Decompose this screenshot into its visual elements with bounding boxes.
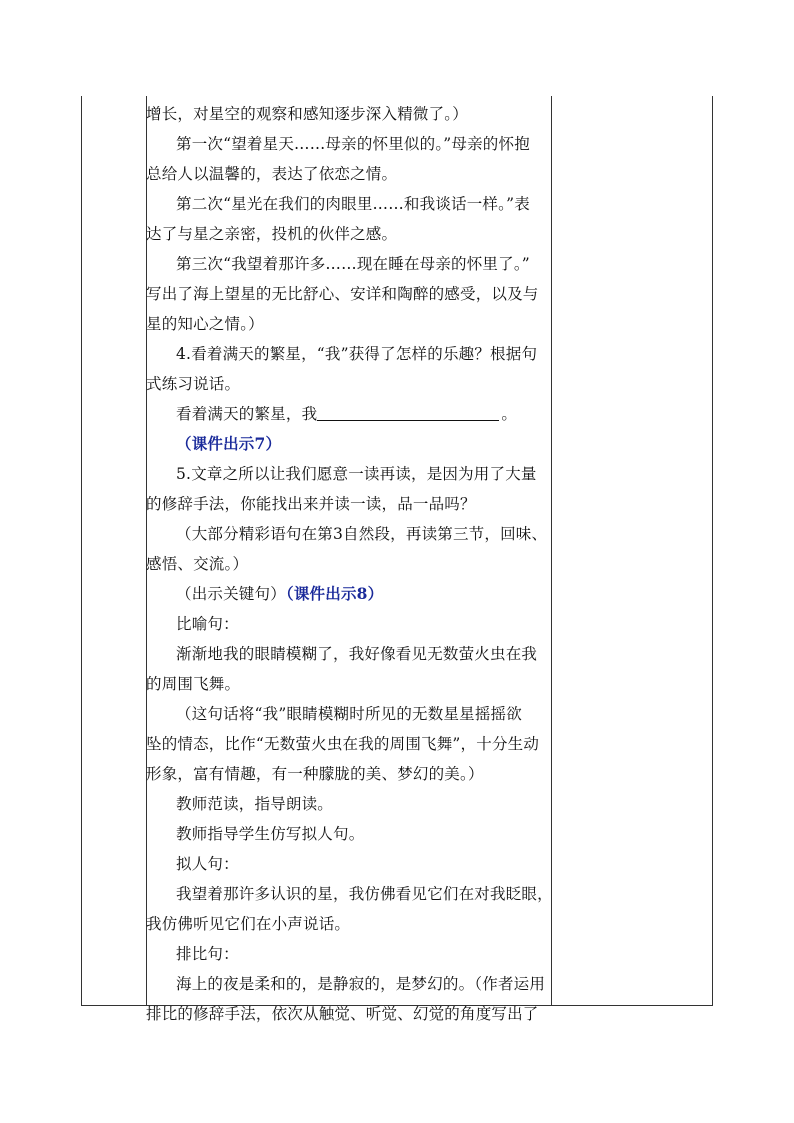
fill-in-prompt: 看着满天的繁星，我 — [176, 405, 318, 423]
analysis-line-3: 形象，富有情趣，有一种朦胧的美、梦幻的美。） — [146, 765, 484, 783]
analysis-line-2: 坠的情态，比作“无数萤火虫在我的周围飞舞”，十分生动 — [146, 735, 540, 753]
question-5-line-1: 5.文章之所以让我们愿意一读再读，是因为用了大量 — [176, 465, 537, 483]
text-line-7: 写出了海上望星的无比舒心、安详和陶醉的感受，以及与 — [146, 285, 539, 303]
text-line-8: 星的知心之情。） — [146, 315, 264, 333]
analysis-line-1: （这句话将“我”眼睛模糊时所见的无数星星摇摇欲 — [176, 705, 522, 723]
key-sentence-line — [146, 579, 552, 609]
text-line-5: 达了与星之亲密，投机的伙伴之感。 — [146, 225, 398, 243]
parallelism-line-1: 海上的夜是柔和的，是静寂的，是梦幻的。（作者运用 — [176, 975, 546, 993]
teacher-reading: 教师范读，指导朗读。 — [176, 795, 334, 813]
text-line-2: 第一次“望着星天……母亲的怀里似的。”母亲的怀抱 — [176, 135, 530, 153]
parallelism-line-2: 排比的修辞手法，依次从触觉、听觉、幻觉的角度写出了 — [146, 1005, 539, 1023]
fill-in-end: 。 — [501, 405, 518, 423]
personification-line-2: 我仿佛听见它们在小声说话。 — [146, 915, 351, 933]
question-5-line-2: 的修辞手法，你能找出来并读一读，品一品吗？ — [146, 495, 476, 513]
text-line-4: 第二次“星光在我们的肉眼里……和我谈话一样。”表 — [176, 195, 530, 213]
parallelism-heading: 排比句： — [176, 945, 239, 963]
hint-line-2: 感悟、交流。） — [146, 555, 249, 573]
personification-line-1: 我望着那许多认识的星，我仿佛看见它们在对我眨眼， — [176, 885, 553, 903]
hint-line-1: （大部分精彩语句在第3自然段，再读第三节，回味、 — [176, 525, 548, 543]
metaphor-line-2: 的周围飞舞。 — [146, 675, 241, 693]
lesson-content — [146, 97, 553, 1023]
teacher-guidance: 教师指导学生仿写拟人句。 — [176, 825, 365, 843]
question-4-line-2: 式练习说话。 — [146, 375, 241, 393]
courseware-note-7: （课件出示7） — [176, 434, 282, 453]
key-sentence-label: （出示关键句） — [176, 585, 286, 603]
courseware-note-8: （课件出示8） — [285, 584, 384, 603]
personification-heading: 拟人句： — [176, 855, 239, 873]
metaphor-line-1: 渐渐地我的眼睛模糊了，我好像看见无数萤火虫在我 — [176, 645, 538, 663]
text-line-3: 总给人以温馨的，表达了依恋之情。 — [146, 165, 398, 183]
question-4-line-1: 4.看着满天的繁星，“我”获得了怎样的乐趣？根据句 — [176, 345, 538, 363]
metaphor-heading: 比喻句： — [176, 615, 239, 633]
fill-in-blank — [317, 402, 499, 421]
text-line-1: 增长，对星空的观察和感知逐步深入精微了。） — [146, 105, 468, 123]
fill-in-sentence — [146, 399, 552, 429]
text-line-6: 第三次“我望着那许多……现在睡在母亲的怀里了。” — [176, 255, 530, 273]
